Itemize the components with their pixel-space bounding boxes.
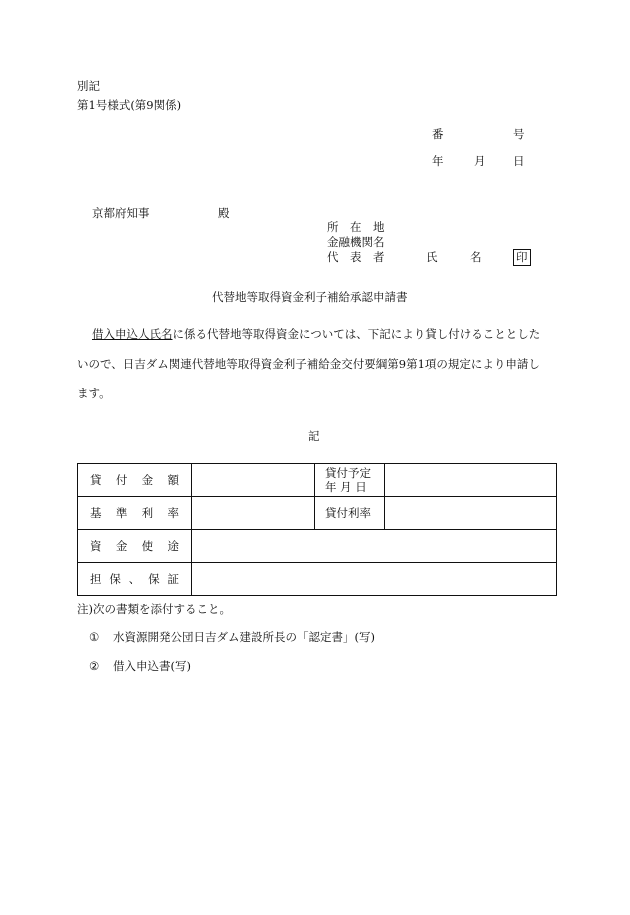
applicant-mei: 名 (470, 250, 482, 264)
loan-date-label-line2: 年 月 日 (325, 480, 367, 494)
loan-amount-cell (192, 464, 315, 497)
collateral-guarantee-label: 担保、保証 (78, 563, 192, 596)
appendix-label: 別記 (77, 79, 100, 93)
loan-amount-label: 貸付金額 (78, 464, 192, 497)
loan-details-table (77, 463, 557, 596)
note-item-1-text: 水資源開発公団日吉ダム建設所長の「認定書」(写) (113, 630, 375, 644)
fund-use-label: 資金使途 (78, 530, 192, 563)
base-rate-cell (192, 497, 315, 530)
base-rate-label: 基準利率 (78, 497, 192, 530)
fund-use-cell (192, 530, 557, 563)
table-row (78, 464, 557, 497)
addressee-honorific: 殿 (218, 206, 230, 220)
seal-box: 印 (513, 249, 531, 266)
loan-date-label-line1: 貸付予定 (325, 465, 371, 480)
form-number: 第1号様式(第9関係) (77, 98, 182, 112)
notes-heading: 注)次の書類を添付すること。 (77, 602, 231, 616)
body-line-3: ます。 (77, 386, 111, 400)
body-line-1-text: に係る代替地等取得資金については、下記により貸し付けることとした (172, 327, 541, 341)
loan-rate-label: 貸付利率 (315, 497, 385, 530)
table-row (78, 530, 557, 563)
loan-date-cell (385, 464, 557, 497)
date-month: 月 (474, 154, 486, 168)
body-line-1 (92, 328, 540, 342)
addressee-name: 京都府知事 (92, 206, 150, 220)
seal-mark (513, 249, 531, 266)
note-item-2-marker: ② (89, 659, 100, 673)
note-item-2-text: 借入申込書(写) (113, 659, 191, 673)
number-go: 号 (513, 127, 525, 141)
number-ban: 番 (432, 127, 444, 141)
date-year: 年 (432, 154, 444, 168)
applicant-location-label: 所 在 地 (327, 220, 385, 234)
applicant-institution-label: 金融機関名 (327, 235, 385, 249)
body-line-2: いので、日吉ダム関連代替地等取得資金利子補給金交付要綱第9第1項の規定により申請し (77, 357, 540, 371)
document-title: 代替地等取得資金利子補給承認申請書 (212, 290, 408, 304)
table-row (78, 497, 557, 530)
table-row (78, 563, 557, 596)
collateral-guarantee-cell (192, 563, 557, 596)
ki-heading: 記 (308, 429, 320, 443)
date-day: 日 (513, 154, 525, 168)
applicant-representative-label: 代 表 者 (327, 250, 385, 264)
borrower-name-placeholder: 借入申込人氏名 (92, 327, 173, 341)
loan-rate-cell (385, 497, 557, 530)
loan-date-label (315, 464, 385, 497)
applicant-shi: 氏 (426, 250, 438, 264)
note-item-1-marker: ① (89, 630, 100, 644)
